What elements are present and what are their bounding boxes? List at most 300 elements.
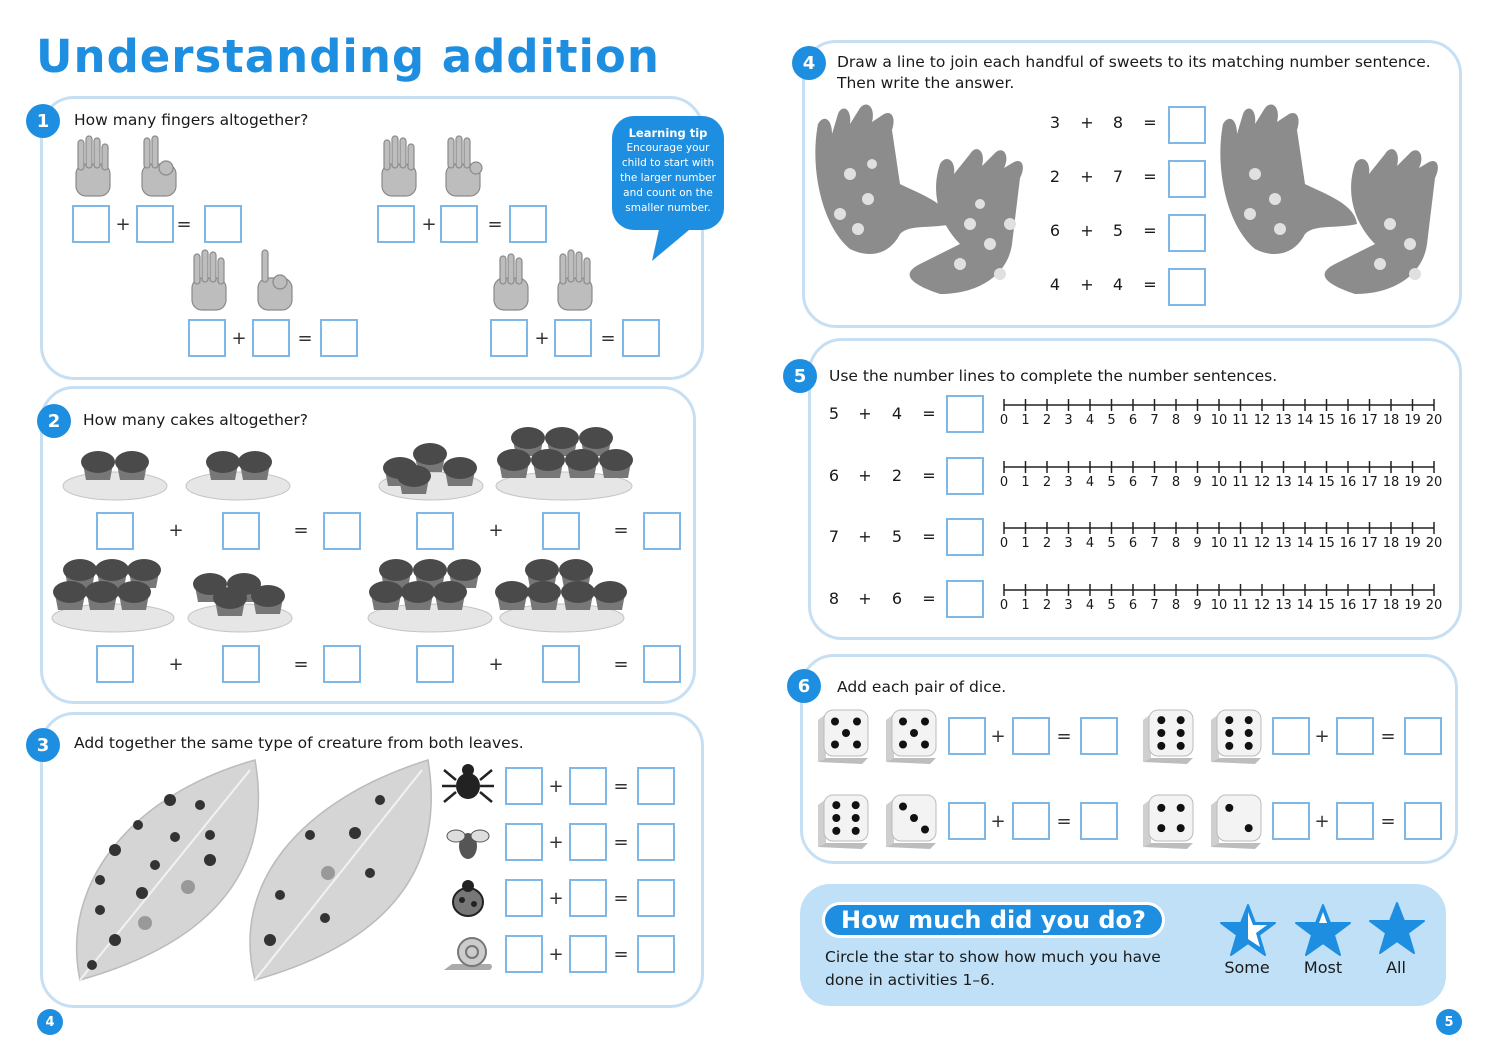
die-face	[824, 795, 868, 841]
number-line-label: 15	[1318, 475, 1335, 490]
hand-icon	[382, 136, 416, 196]
answer-box[interactable]	[569, 879, 607, 917]
die-pip	[899, 741, 907, 749]
answer-box[interactable]	[1404, 717, 1442, 755]
addend-b: 4	[1112, 275, 1124, 294]
snail-icon	[181, 880, 195, 894]
die-pip	[1245, 742, 1253, 750]
number-line-label: 7	[1150, 536, 1159, 551]
answer-box[interactable]	[222, 512, 260, 550]
answer-box[interactable]	[542, 645, 580, 683]
hand-icon	[446, 136, 482, 196]
number-line-label: 13	[1275, 475, 1292, 490]
creature-key-icons	[442, 760, 497, 975]
addend-b: 6	[891, 589, 903, 608]
addend-a: 3	[1049, 113, 1061, 132]
fly-icon	[95, 875, 105, 885]
answer-box[interactable]	[96, 645, 134, 683]
number-line	[1000, 458, 1450, 474]
number-line-label: 1	[1021, 475, 1030, 490]
die-face	[1149, 795, 1193, 841]
number-line-label: 12	[1253, 413, 1271, 428]
answer-box[interactable]	[637, 935, 675, 973]
number-line-label: 15	[1318, 598, 1335, 613]
cupcake-icon	[115, 451, 149, 480]
number-line-label: 5	[1107, 536, 1116, 551]
cupcake-icon	[531, 449, 565, 478]
ladybird-icon	[305, 830, 315, 840]
number-line-label: 5	[1107, 475, 1116, 490]
number-line-label: 4	[1085, 598, 1095, 613]
number-line-label: 13	[1275, 536, 1292, 551]
number-line-label: 11	[1232, 475, 1249, 490]
die-pip	[1177, 729, 1185, 737]
number-line-label: 16	[1339, 536, 1357, 551]
cupcake-icon	[251, 585, 285, 614]
star-most-icon[interactable]	[1293, 902, 1353, 958]
number-line-label: 14	[1296, 536, 1314, 551]
number-line-label: 0	[999, 475, 1009, 490]
answer-box[interactable]	[1336, 717, 1374, 755]
equals-sign: =	[297, 328, 313, 349]
activity-4-instruction-line1: Draw a line to join each handful of sweets to its matching number sentence.	[837, 53, 1431, 71]
number-line-label: 18	[1382, 475, 1400, 490]
cupcake-icon	[81, 451, 115, 480]
number-line-label: 10	[1210, 536, 1228, 551]
number-line-label: 20	[1425, 475, 1443, 490]
ladybird-icon	[195, 800, 205, 810]
answer-box[interactable]	[72, 205, 110, 243]
equals-sign: =	[487, 214, 503, 235]
die-pip	[831, 718, 839, 726]
number-line-label: 18	[1382, 536, 1400, 551]
answer-box[interactable]	[222, 645, 260, 683]
number-line-label: 16	[1339, 413, 1357, 428]
answer-box[interactable]	[377, 205, 415, 243]
equals-sign: =	[613, 832, 629, 853]
number-line-label: 10	[1210, 598, 1228, 613]
die-pip	[1245, 729, 1253, 737]
addend-b: 5	[1112, 221, 1124, 240]
number-line-label: 18	[1382, 598, 1400, 613]
die-pip	[1157, 804, 1165, 812]
cupcake-icon	[369, 581, 403, 610]
die-pip	[852, 814, 860, 822]
page-number-left: 4	[37, 1009, 63, 1035]
sweets-hands-illustration	[810, 104, 1450, 304]
star-some-icon[interactable]	[1218, 902, 1278, 958]
number-line-label: 17	[1361, 475, 1378, 490]
cupcake-icon	[599, 449, 633, 478]
number-line-label: 7	[1150, 598, 1159, 613]
answer-box[interactable]	[637, 823, 675, 861]
star-label-some: Some	[1224, 958, 1270, 977]
number-line-label: 10	[1210, 413, 1228, 428]
plus-sign: +	[990, 811, 1006, 832]
plus-sign: +	[858, 589, 872, 608]
ladybird-icon	[133, 820, 143, 830]
answer-box[interactable]	[1168, 214, 1206, 252]
die-pip	[853, 741, 861, 749]
number-line-label: 20	[1425, 413, 1443, 428]
plate-icon	[63, 472, 167, 500]
self-assessment-text: Circle the star to show how much you have done in activities 1–6.	[825, 948, 1161, 989]
equals-sign: =	[613, 776, 629, 797]
learning-tip-body: Encourage your child to start with the larger number and count on the smaller number.	[620, 142, 716, 214]
die-icon	[1205, 706, 1265, 766]
number-line-label: 4	[1085, 536, 1095, 551]
answer-box[interactable]	[505, 823, 543, 861]
die-pip	[1225, 729, 1233, 737]
equals-sign: =	[293, 654, 309, 675]
die-face	[1149, 710, 1193, 756]
answer-box[interactable]	[320, 319, 358, 357]
die-pip	[842, 729, 850, 737]
number-line-label: 0	[999, 413, 1009, 428]
die-pip	[1177, 716, 1185, 724]
plus-sign: +	[488, 654, 504, 675]
plus-sign: +	[231, 328, 247, 349]
hand-icon	[558, 250, 592, 310]
addend-a: 2	[1049, 167, 1061, 186]
answer-box[interactable]	[136, 205, 174, 243]
answer-box[interactable]	[1272, 717, 1310, 755]
plus-sign: +	[1080, 167, 1094, 186]
number-line-label: 12	[1253, 536, 1271, 551]
answer-box[interactable]	[204, 205, 242, 243]
equals-sign: =	[1143, 113, 1157, 132]
number-line-label: 13	[1275, 598, 1292, 613]
spider-icon	[164, 794, 176, 806]
equals-sign: =	[613, 654, 629, 675]
plus-sign: +	[421, 214, 437, 235]
addend-a: 4	[1049, 275, 1061, 294]
answer-box[interactable]	[1080, 802, 1118, 840]
hand-with-sweets-icon	[1220, 104, 1357, 254]
plus-sign: +	[534, 328, 550, 349]
cupcake-icon	[497, 449, 531, 478]
number-line-label: 1	[1021, 598, 1030, 613]
cupcake-icon	[527, 581, 561, 610]
number-line-label: 1	[1021, 536, 1030, 551]
spider-icon	[442, 764, 494, 802]
activity-1-instruction: How many fingers altogether?	[74, 111, 309, 129]
die-icon	[880, 706, 940, 766]
answer-box[interactable]	[440, 205, 478, 243]
page-number-right: 5	[1436, 1009, 1462, 1035]
plus-sign: +	[1314, 726, 1330, 747]
number-line-label: 9	[1193, 536, 1202, 551]
activity-6-instruction: Add each pair of dice.	[837, 678, 1007, 696]
answer-box[interactable]	[1272, 802, 1310, 840]
spider-icon	[264, 934, 276, 946]
number-line-label: 17	[1361, 598, 1378, 613]
equals-sign: =	[293, 520, 309, 541]
addend-b: 8	[1112, 113, 1124, 132]
answer-box[interactable]	[946, 395, 984, 433]
number-line-label: 7	[1150, 413, 1159, 428]
number-line-label: 12	[1253, 598, 1271, 613]
number-line-label: 0	[999, 536, 1009, 551]
cupcake-icon	[433, 581, 467, 610]
cupcake-icon	[85, 581, 119, 610]
fly-icon	[375, 795, 385, 805]
die-icon	[1205, 791, 1265, 851]
die-pip	[1157, 729, 1165, 737]
cupcake-icon	[593, 581, 627, 610]
number-line-label: 2	[1042, 536, 1052, 551]
die-pip	[910, 729, 918, 737]
number-line-label: 5	[1107, 413, 1116, 428]
equals-sign: =	[613, 944, 629, 965]
answer-box[interactable]	[416, 512, 454, 550]
answer-box[interactable]	[1168, 106, 1206, 144]
number-line	[1000, 396, 1450, 412]
number-line-label: 17	[1361, 413, 1378, 428]
die-pip	[831, 741, 839, 749]
answer-box[interactable]	[505, 935, 543, 973]
die-bottom	[886, 758, 936, 764]
spider-icon	[136, 887, 148, 899]
answer-box[interactable]	[637, 879, 675, 917]
number-line-label: 6	[1128, 413, 1138, 428]
answer-box[interactable]	[323, 512, 361, 550]
activity-3-instruction: Add together the same type of creature from both leaves.	[74, 734, 524, 752]
fly-icon	[170, 832, 180, 842]
die-pip	[1157, 824, 1165, 832]
ladybird-icon	[453, 880, 483, 916]
number-line-label: 19	[1404, 475, 1421, 490]
answer-box[interactable]	[509, 205, 547, 243]
number-line-label: 14	[1296, 413, 1314, 428]
answer-box[interactable]	[946, 580, 984, 618]
number-line-label: 3	[1064, 598, 1073, 613]
plate-icon	[186, 472, 290, 500]
hand-icon	[258, 250, 292, 310]
activity-2-instruction: How many cakes altogether?	[83, 411, 309, 429]
die-bottom	[1211, 843, 1261, 849]
addend-a: 7	[828, 527, 840, 546]
equals-sign: =	[1056, 726, 1072, 747]
answer-box[interactable]	[416, 645, 454, 683]
answer-box[interactable]	[554, 319, 592, 357]
die-pip	[832, 827, 840, 835]
die-pip	[1245, 824, 1253, 832]
equals-sign: =	[922, 589, 936, 608]
number-line-label: 19	[1404, 598, 1421, 613]
number-line-label: 11	[1232, 598, 1249, 613]
answer-box[interactable]	[569, 823, 607, 861]
number-line-label: 19	[1404, 536, 1421, 551]
star-label-most: Most	[1303, 958, 1343, 977]
answer-box[interactable]	[637, 767, 675, 805]
number-line-label: 19	[1404, 413, 1421, 428]
die-bottom	[1211, 758, 1261, 764]
number-line-label: 8	[1171, 536, 1181, 551]
number-line-label: 2	[1042, 598, 1052, 613]
die-face	[1217, 795, 1261, 841]
hand-with-sweets-icon	[815, 104, 952, 254]
number-line-label: 14	[1296, 475, 1314, 490]
addend-b: 4	[891, 404, 903, 423]
answer-box[interactable]	[1012, 717, 1050, 755]
plus-sign: +	[115, 214, 131, 235]
number-line-label: 3	[1064, 413, 1073, 428]
answer-box[interactable]	[188, 319, 226, 357]
number-line-label: 20	[1425, 598, 1443, 613]
spider-icon	[109, 844, 121, 856]
die-pip	[899, 803, 907, 811]
answer-box[interactable]	[1168, 160, 1206, 198]
answer-box[interactable]	[490, 319, 528, 357]
activity-3-number: 3	[26, 728, 60, 762]
plus-sign: +	[548, 832, 564, 853]
number-line-label: 1	[1021, 413, 1030, 428]
die-pip	[1245, 716, 1253, 724]
die-pip	[1157, 742, 1165, 750]
number-line-label: 4	[1085, 413, 1095, 428]
hand-icon	[192, 250, 226, 310]
answer-box[interactable]	[1012, 802, 1050, 840]
die-icon	[880, 791, 940, 851]
addend-b: 2	[891, 466, 903, 485]
equals-sign: =	[600, 328, 616, 349]
number-line-label: 6	[1128, 536, 1138, 551]
activity-6-number: 6	[787, 669, 821, 703]
number-line-label: 15	[1318, 413, 1335, 428]
activity-1-number: 1	[26, 104, 60, 138]
answer-box[interactable]	[569, 767, 607, 805]
ladybird-icon	[150, 860, 160, 870]
equals-sign: =	[922, 527, 936, 546]
number-line-label: 8	[1171, 413, 1181, 428]
cupcake-icon	[401, 581, 435, 610]
number-line-label: 9	[1193, 413, 1202, 428]
activity-4-number: 4	[792, 46, 826, 80]
addend-b: 5	[891, 527, 903, 546]
equals-sign: =	[1380, 811, 1396, 832]
answer-box[interactable]	[946, 518, 984, 556]
answer-box[interactable]	[946, 457, 984, 495]
ladybird-icon	[320, 913, 330, 923]
answer-box[interactable]	[622, 319, 660, 357]
die-pip	[899, 718, 907, 726]
answer-box[interactable]	[1168, 268, 1206, 306]
page-title: Understanding addition	[36, 30, 660, 83]
equals-sign: =	[922, 466, 936, 485]
cupcake-icon	[238, 451, 272, 480]
equals-sign: =	[176, 214, 192, 235]
die-face	[1217, 710, 1261, 756]
equals-sign: =	[1380, 726, 1396, 747]
die-pip	[1157, 716, 1165, 724]
number-line-label: 9	[1193, 598, 1202, 613]
die-pip	[910, 814, 918, 822]
answer-box[interactable]	[505, 879, 543, 917]
die-bottom	[1143, 758, 1193, 764]
answer-box[interactable]	[1080, 717, 1118, 755]
number-line-label: 16	[1339, 475, 1357, 490]
snail-icon	[138, 916, 152, 930]
die-pip	[832, 801, 840, 809]
fly-icon	[365, 868, 375, 878]
plus-sign: +	[1314, 811, 1330, 832]
answer-box[interactable]	[1404, 802, 1442, 840]
number-line-label: 10	[1210, 475, 1228, 490]
die-bottom	[818, 843, 868, 849]
number-line-label: 6	[1128, 598, 1138, 613]
die-bottom	[818, 758, 868, 764]
answer-box[interactable]	[643, 512, 681, 550]
plus-sign: +	[488, 520, 504, 541]
die-bottom	[886, 843, 936, 849]
cupcake-icon	[397, 465, 431, 494]
answer-box[interactable]	[323, 645, 361, 683]
ladybird-icon	[205, 830, 215, 840]
snail-icon	[321, 866, 335, 880]
hand-icon	[142, 136, 176, 196]
plus-sign: +	[168, 654, 184, 675]
self-assessment-title: How much did you do?	[822, 902, 1165, 938]
fly-icon	[87, 960, 97, 970]
number-line-label: 13	[1275, 413, 1292, 428]
cupcake-icon	[206, 451, 240, 480]
plus-sign: +	[548, 888, 564, 909]
number-line-label: 6	[1128, 475, 1138, 490]
number-line-label: 5	[1107, 598, 1116, 613]
die-icon	[812, 791, 872, 851]
plus-sign: +	[168, 520, 184, 541]
cupcake-icon	[561, 581, 595, 610]
answer-box[interactable]	[505, 767, 543, 805]
number-line-label: 3	[1064, 536, 1073, 551]
plus-sign: +	[548, 944, 564, 965]
answer-box[interactable]	[542, 512, 580, 550]
answer-box[interactable]	[569, 935, 607, 973]
spider-icon	[204, 854, 216, 866]
plus-sign: +	[858, 404, 872, 423]
addend-a: 6	[1049, 221, 1061, 240]
answer-box[interactable]	[948, 802, 986, 840]
answer-box[interactable]	[96, 512, 134, 550]
number-line-label: 18	[1382, 413, 1400, 428]
equals-sign: =	[1143, 221, 1157, 240]
die-icon	[1137, 791, 1197, 851]
number-line-label: 7	[1150, 475, 1159, 490]
answer-box[interactable]	[643, 645, 681, 683]
cupcake-icon	[117, 581, 151, 610]
ladybird-icon	[95, 905, 105, 915]
activity-2-number: 2	[37, 404, 71, 438]
fly-icon	[447, 830, 489, 859]
plus-sign: +	[1080, 113, 1094, 132]
star-label-all: All	[1386, 958, 1406, 977]
star-all-icon[interactable]	[1367, 900, 1427, 956]
die-pip	[852, 827, 860, 835]
answer-box[interactable]	[948, 717, 986, 755]
die-pip	[921, 718, 929, 726]
cupcake-icon	[213, 587, 247, 616]
answer-box[interactable]	[1336, 802, 1374, 840]
number-line-label: 0	[999, 598, 1009, 613]
die-pip	[1225, 804, 1233, 812]
number-line-label: 4	[1085, 475, 1095, 490]
number-line-label: 9	[1193, 475, 1202, 490]
cupcake-icon	[565, 449, 599, 478]
answer-box[interactable]	[252, 319, 290, 357]
cupcake-icon	[53, 581, 87, 610]
learning-tip-heading: Learning tip	[628, 126, 708, 140]
